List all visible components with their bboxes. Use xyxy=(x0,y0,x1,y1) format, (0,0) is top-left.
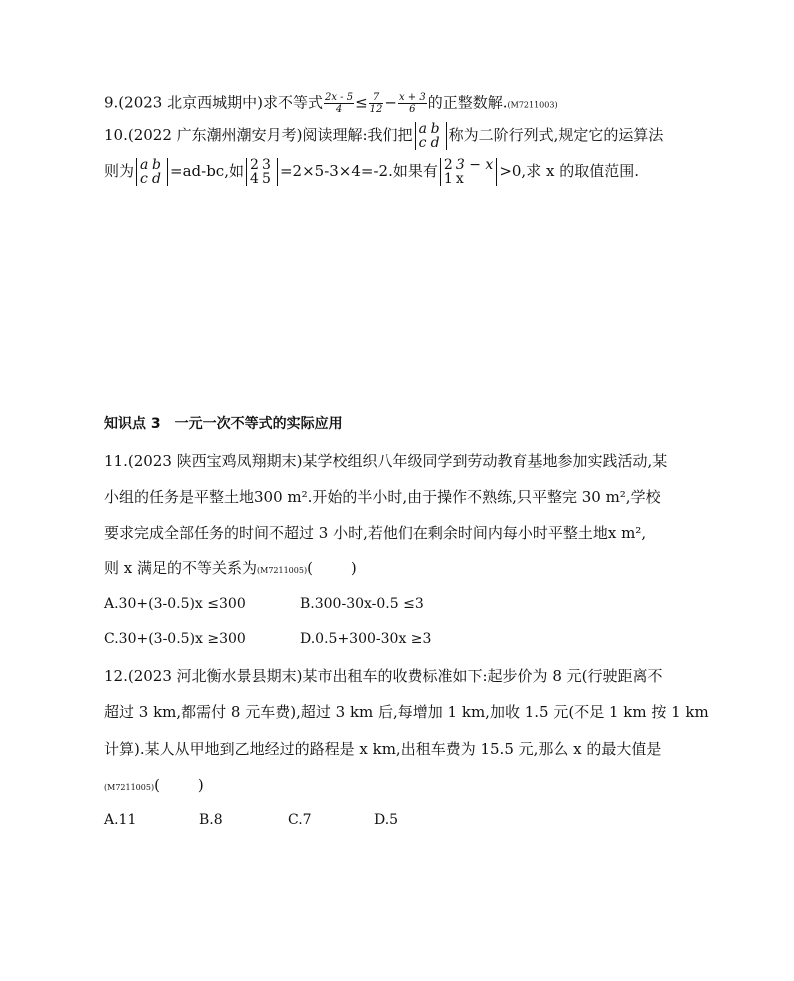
q11-line-1: 11.(2023 陕西宝鸡凤翔期末)某学校组织八年级同学到劳动教育基地参加实践活动,某 xyxy=(104,452,668,470)
section-heading: 知识点 3 一元一次不等式的实际应用 xyxy=(104,416,343,432)
q12-option-a: A.11 xyxy=(104,812,137,828)
q12-code: (M7211005) xyxy=(104,783,155,792)
q9-code: (M7211003) xyxy=(507,100,558,110)
q11-answer-paren-close: ) xyxy=(350,559,357,577)
q10-example-text: =2×5-3×4=-2.如果有 xyxy=(279,162,438,180)
q10-line1-suffix: 称为二阶行列式,规定它的运算法 xyxy=(448,126,664,144)
q11-answer-paren-open: ( xyxy=(307,559,313,577)
q9-minus-sign: − xyxy=(384,93,397,112)
q12-option-c: C.7 xyxy=(288,812,312,828)
question-10-line-2 xyxy=(104,158,639,186)
q11-line4-text: 则 x 满足的不等关系为 xyxy=(104,559,257,577)
q10-rule-determinant: a b c d xyxy=(136,158,168,186)
q9-fraction-3: $\frac{x + 3}{6}$ xyxy=(398,92,426,115)
q12-line-1: 12.(2023 河北衡水景县期末)某市出租车的收费标准如下:起步价为 8 元(行驶距离不 xyxy=(104,667,663,685)
question-9 xyxy=(104,92,558,116)
q12-answer-paren-close: ) xyxy=(197,776,204,794)
q9-prefix: 9.(2023 北京西城期中)求不等式 xyxy=(104,93,323,112)
q12-option-d: D.5 xyxy=(374,812,399,828)
q11-option-a: A.30+(3-0.5)x ≤300 xyxy=(104,596,246,612)
q12-answer-paren-open: ( xyxy=(154,776,160,794)
q12-line-4 xyxy=(104,775,204,798)
q12-line-3: 计算).某人从甲地到乙地经过的路程是 x km,出租车费为 15.5 元,那么 x 的最大值是 xyxy=(104,740,662,758)
q10-prefix: 10.(2022 广东潮州潮安月考)阅读理解:我们把 xyxy=(104,126,413,144)
q11-option-d: D.0.5+300-30x ≥3 xyxy=(300,631,432,647)
q12-option-b: B.8 xyxy=(199,812,223,828)
q10-condition-text: >0,求 x 的取值范围. xyxy=(499,162,639,180)
q10-condition-determinant: 2 3 − x 1 x xyxy=(440,158,497,186)
q9-suffix: 的正整数解. xyxy=(427,93,508,112)
q12-line-2: 超过 3 km,都需付 8 元车费),超过 3 km 后,每增加 1 km,加收 1.5 元(不足 1 km 按 1 km xyxy=(104,703,709,721)
q11-line-2: 小组的任务是平整土地300 m².开始的半小时,由于操作不熟练,只平整完 30 m²,学校 xyxy=(104,488,661,506)
q9-fraction-2: $\frac{7}{12}$ xyxy=(369,92,383,115)
q9-fraction-1: $\frac{2x - 5}{4}$ xyxy=(324,92,354,115)
q10-definition-determinant: a b c d xyxy=(415,122,447,150)
q11-option-b: B.300-30x-0.5 ≤3 xyxy=(300,596,424,612)
q11-line-4 xyxy=(104,558,357,581)
q9-le-sign: ≤ xyxy=(355,93,368,112)
q10-rule-text: =ad-bc,如 xyxy=(170,162,244,180)
q10-example-determinant: 2 3 4 5 xyxy=(246,158,278,186)
question-10-line-1 xyxy=(104,122,663,150)
q11-option-c: C.30+(3-0.5)x ≥300 xyxy=(104,631,246,647)
q11-line-3: 要求完成全部任务的时间不超过 3 小时,若他们在剩余时间内每小时平整土地x m², xyxy=(104,524,647,542)
q11-code: (M7211005) xyxy=(257,566,308,575)
q10-line2-prefix: 则为 xyxy=(104,162,135,180)
